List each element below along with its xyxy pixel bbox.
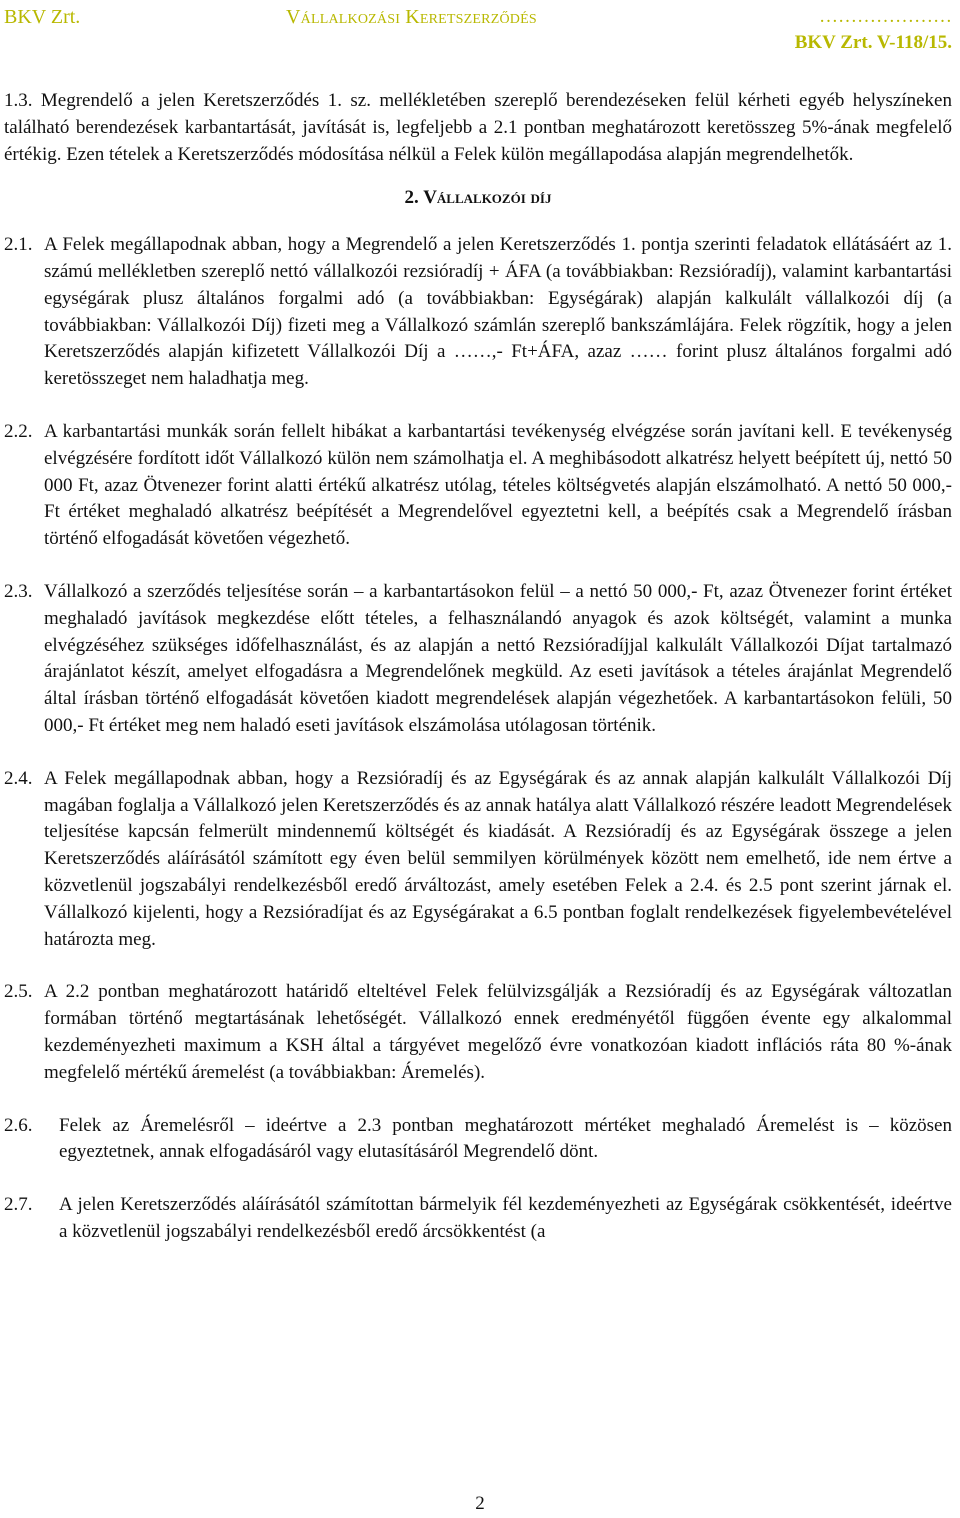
paragraph-2-2 [4,419,952,553]
paragraph-2-7 [4,1192,952,1246]
paragraph-2-3 [4,579,952,740]
paragraph-number: 2.2. [4,420,33,442]
paragraph-number: 2.5. [4,981,33,1003]
paragraph-text: A karbantartási munkák során fellelt hibákat a karbantartási tevékenység elvégzése során javítani kell. E tevékenység elvégzésére fordított időt Vállalkozó külön nem számolhatja el. A meghibásodott alkatrész helyett beépített új, nettó 50 000 Ft, azaz Ötvenezer forint alatti értékű alkatrész utólag, tételes költségvetés alapján elszámolható. A nettó 50 000,- Ft értéket meghaladó alkatrész beépítését a Megrendelővel egyeztetni kell, a beépítés csak a Megrendelő írásban történő elfogadását követően végezhető. [44,420,952,550]
paragraph-number: 2.1. [4,234,33,256]
paragraph-2-4 [4,766,952,954]
paragraph-2-5 [4,979,952,1086]
paragraph-text: A Felek megállapodnak abban, hogy a Rezsióradíj és az Egységárak és az annak alapján kalkulált Vállalkozói Díj magában foglalja a Vállalkozó jelen Keretszerződés és az annak hatálya alatt Vállalkozó részére leadott Megrendelések teljesítése kapcsán felmerült mindennemű költségét és kiadását. A Rezsióradíj és az Egységárak összege a jelen Keretszerződés aláírásától számított egy éven belül semmilyen körülmények között nem emelhető, ide nem értve a közvetlenül jogszabályi rendelkezésből eredő árváltozást, amely esetében Felek a 2.4. és 2.5 pont szerint járnak el. Vállalkozó kijelenti, hogy a Rezsióradíjat és az Egységárakat a 6.5 pontban foglalt rendelkezések figyelembevételével határozta meg. [44,767,952,950]
paragraph-number: 2.6. [4,1114,33,1136]
header-ref-number: BKV Zrt. V-118/15. [794,32,952,53]
paragraph-number: 2.7. [4,1194,33,1216]
header-doc-title: Vállalkozási Keretszerződés [286,6,537,28]
paragraph-text: A Felek megállapodnak abban, hogy a Megrendelő a jelen Keretszerződés 1. pontja szerinti feladatok ellátásáért az 1. számú mellékletben szereplő nettó vállalkozói rezsióradíj + ÁFA (a továbbiakban: Rezsióradíj), valamint karbantartási egységárak plusz általános forgalmi adó (a továbbiakban: Egységárak) alapján kalkulált vállalkozói díj (a továbbiakban: Vállalkozói Díj) fizeti meg a Vállalkozó számlán szereplő bankszámlájára. Felek rögzítik, hogy a jelen Keretszerződés alapján kifizetett Vállalkozói Díj a ……,- Ft+ÁFA, azaz …… forint plusz általános forgalmi adó keretösszeget nem haladhatja meg. [44,234,952,390]
page-number: 2 [475,1493,485,1514]
paragraph-2-6 [4,1113,952,1167]
header-reference [795,6,952,54]
paragraph-number: 2.4. [4,767,33,789]
paragraph-number: 2.3. [4,580,33,602]
paragraph-text: Felek az Áremelésről – ideértve a 2.3 pontban meghatározott mértéket meghaladó Áremelést is – közösen egyeztetnek, annak elfogadásáról vagy elutasításáról Megrendelő dönt. [59,1114,952,1163]
paragraph-1-3: 1.3. Megrendelő a jelen Keretszerződés 1. sz. mellékletében szereplő berendezéseken felül kérheti egyéb helyszíneken található berendezések karbantartását, javítását is, legfeljebb a 2.1 pontban meghatározott keretösszeg 5%-ának megfelelő értékig. Ezen tételek a Keretszerződés módosítása nélkül a Felek külön megállapodása alapján megrendelhetők. [4,90,952,165]
page-header [0,4,960,64]
header-dots: ………………… [819,6,952,27]
paragraph-2-1 [4,232,952,393]
section-2-title: 2. Vállalkozói díj [404,187,552,209]
header-company: BKV Zrt. [4,6,81,28]
document-body [4,88,952,1246]
paragraph-text: A 2.2 pontban meghatározott határidő elteltével Felek felülvizsgálják a Rezsióradíj és az Egységárak változatlan formában történő megtartásának lehetőségét. Vállalkozó ennek eredményétől függően évente egy alkalommal kezdeményezheti maximum a KSH által a tárgyévet megelőző évre vonatkozóan kiadott inflációs ráta 80 %-ának megfelelő mértékű áremelést (a továbbiakban: Áremelés). [44,981,952,1083]
paragraph-text: A jelen Keretszerződés aláírásától számítottan bármelyik fél kezdeményezheti az Egységárak csökkentését, ideértve a közvetlenül jogszabályi rendelkezésből eredő árcsökkentést (a [59,1194,952,1242]
paragraph-text: Vállalkozó a szerződés teljesítése során – a karbantartásokon felül – a nettó 50 000,- Ft, azaz Ötvenezer forint értéket meghaladó javítások megkezdése előtt tételes, a felhasználandó anyagok és azok költségét, valamint a munka elvégzéséhez szükséges időfelhasználást, és az alapján a nettó Rezsióradíjjal kalkulált Vállalkozói Díjat tartalmazó árajánlatot készít, amelyet elfogadásra a Megrendelőnek megküld. Az eseti javítások a tételes árajánlat Megrendelő által írásban történő elfogadását követően kiadott megrendelések alapján végezhetőek. A karbantartásokon felüli, 50 000,- Ft értéket meg nem haladó eseti javítások elszámolása utólagosan történik. [44,580,952,736]
